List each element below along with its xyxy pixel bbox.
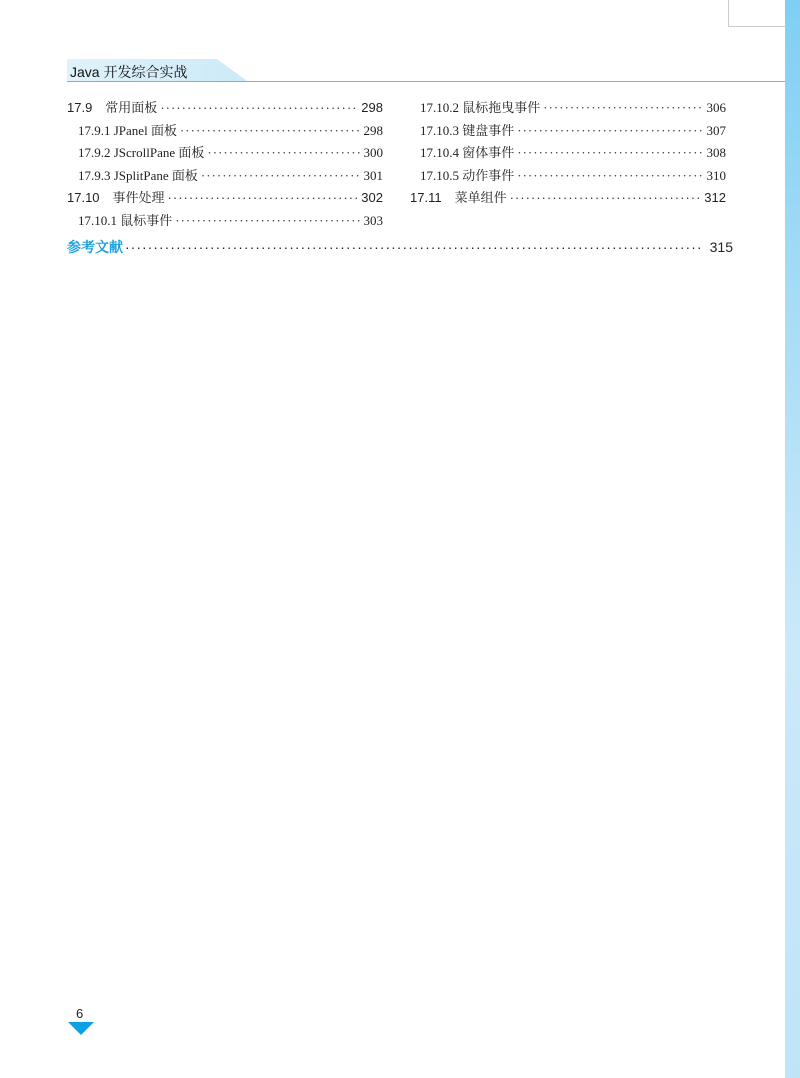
page-number: 6 <box>76 1006 84 1021</box>
leader-dots <box>175 213 360 229</box>
toc-entry[interactable] <box>410 187 726 210</box>
leader-dots <box>125 239 704 255</box>
leader-dots <box>160 100 358 115</box>
toc-label: 17.10.2 鼠标拖曳事件 <box>420 100 541 115</box>
toc-label: 17.9 常用面板 <box>67 100 158 115</box>
toc-entry[interactable] <box>67 210 383 233</box>
toc-page: 298 <box>361 100 383 115</box>
toc-page: 298 <box>363 122 383 138</box>
toc-page: 300 <box>363 145 383 160</box>
toc-label: 17.10.4 窗体事件 <box>420 145 515 160</box>
toc-entry[interactable] <box>67 142 383 165</box>
toc-left-column <box>67 97 383 232</box>
toc-page: 308 <box>706 145 726 160</box>
leader-dots <box>180 123 361 139</box>
leader-dots <box>207 145 360 161</box>
toc-label: 17.9.3 JSplitPane 面板 <box>78 167 198 183</box>
toc-page: 307 <box>706 122 726 138</box>
running-header-title: Java 开发综合实战 <box>70 64 188 80</box>
toc-right-column <box>410 97 726 210</box>
toc-label: 17.9.2 JScrollPane 面板 <box>78 145 205 160</box>
toc-label: 17.10 事件处理 <box>67 190 165 205</box>
toc-page: 303 <box>363 212 383 228</box>
toc-label: 17.10.3 键盘事件 <box>420 122 515 138</box>
references-label: 参考文献 <box>67 239 123 255</box>
toc-page: 302 <box>361 190 383 205</box>
side-decoration-strip <box>785 0 800 1078</box>
leader-dots <box>168 190 359 205</box>
page-marker-triangle-icon <box>68 1022 94 1035</box>
toc-page: 312 <box>704 190 726 205</box>
toc-entry[interactable] <box>410 142 726 165</box>
toc-page: 306 <box>706 100 726 115</box>
toc-entry-references[interactable] <box>67 237 733 257</box>
corner-box <box>728 0 786 27</box>
toc-entry[interactable] <box>410 120 726 143</box>
toc-entry[interactable] <box>410 97 726 120</box>
toc-page: 310 <box>706 167 726 183</box>
toc-label: 17.10.5 动作事件 <box>420 167 515 183</box>
toc-entry[interactable] <box>67 187 383 210</box>
toc-page: 301 <box>363 167 383 183</box>
toc-label: 17.9.1 JPanel 面板 <box>78 122 177 138</box>
leader-dots <box>517 168 703 184</box>
toc-label: 17.10.1 鼠标事件 <box>78 212 173 228</box>
toc-entry[interactable] <box>410 165 726 188</box>
leader-dots <box>510 190 702 205</box>
toc-label: 17.11 菜单组件 <box>410 190 507 205</box>
leader-dots <box>517 123 703 139</box>
references-page: 315 <box>709 239 733 255</box>
leader-dots <box>201 168 361 184</box>
leader-dots <box>543 100 703 116</box>
toc-entry[interactable] <box>67 97 383 120</box>
toc-entry[interactable] <box>67 120 383 143</box>
toc-entry[interactable] <box>67 165 383 188</box>
leader-dots <box>517 145 703 161</box>
